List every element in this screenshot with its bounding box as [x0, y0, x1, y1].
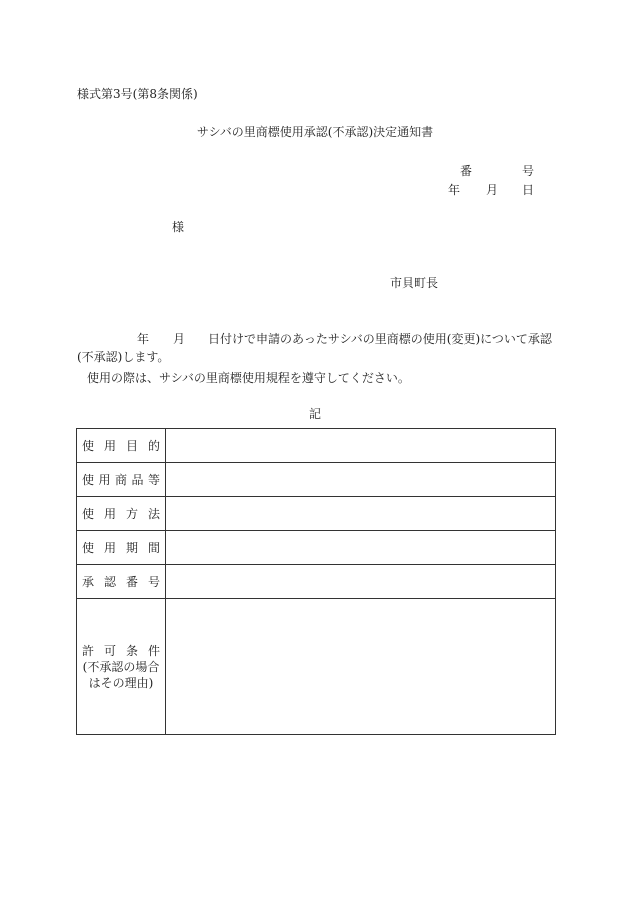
- details-table: [76, 428, 556, 735]
- date-day-label: 日: [522, 183, 535, 197]
- notice-year-label: 年: [137, 332, 150, 346]
- usage-instruction: 使用の際は、サシバの里商標使用規程を遵守してください。: [87, 371, 410, 385]
- date-line: [448, 181, 535, 195]
- number-go-label: 号: [522, 164, 535, 178]
- table-row: [77, 599, 556, 735]
- ki-heading: 記: [308, 407, 321, 421]
- date-month-label: 月: [486, 183, 499, 197]
- table-row: [77, 565, 556, 599]
- notice-line-2: (不承認)します。: [77, 350, 170, 364]
- notice-text: 日付けで申請のあったサシバの里商標の使用(変更)について承認: [208, 332, 552, 346]
- table-row: [77, 531, 556, 565]
- table-row: [77, 429, 556, 463]
- row-value-field[interactable]: [166, 463, 556, 497]
- notice-month-label: 月: [173, 332, 186, 346]
- row-label: 使 用 方 法: [77, 497, 166, 531]
- row-value-field[interactable]: [166, 497, 556, 531]
- issuer-name: 市貝町長: [390, 276, 439, 290]
- form-number: 様式第3号(第8条関係): [77, 87, 198, 101]
- notice-paragraph: [77, 330, 557, 366]
- date-year-label: 年: [448, 183, 461, 197]
- row-value-field[interactable]: [166, 565, 556, 599]
- conditions-label-line-2: (不承認の場合: [82, 659, 160, 674]
- recipient-honorific: 様: [172, 220, 185, 234]
- row-label: 使 用 商 品 等: [77, 463, 166, 497]
- document-title: サシバの里商標使用承認(不承認)決定通知書: [196, 125, 434, 139]
- row-label: 承 認 番 号: [77, 565, 166, 599]
- conditions-label-line-3: はその理由): [88, 675, 154, 690]
- conditions-value-field[interactable]: [166, 599, 556, 735]
- row-label: 使 用 目 的: [77, 429, 166, 463]
- conditions-label: [77, 599, 166, 735]
- number-ban-label: 番: [460, 164, 473, 178]
- table-row: [77, 497, 556, 531]
- notice-line-1: [77, 330, 557, 348]
- conditions-label-line-1: 許 可 条 件: [82, 643, 160, 658]
- row-label: 使 用 期 間: [77, 531, 166, 565]
- row-value-field[interactable]: [166, 429, 556, 463]
- table-row: [77, 463, 556, 497]
- row-value-field[interactable]: [166, 531, 556, 565]
